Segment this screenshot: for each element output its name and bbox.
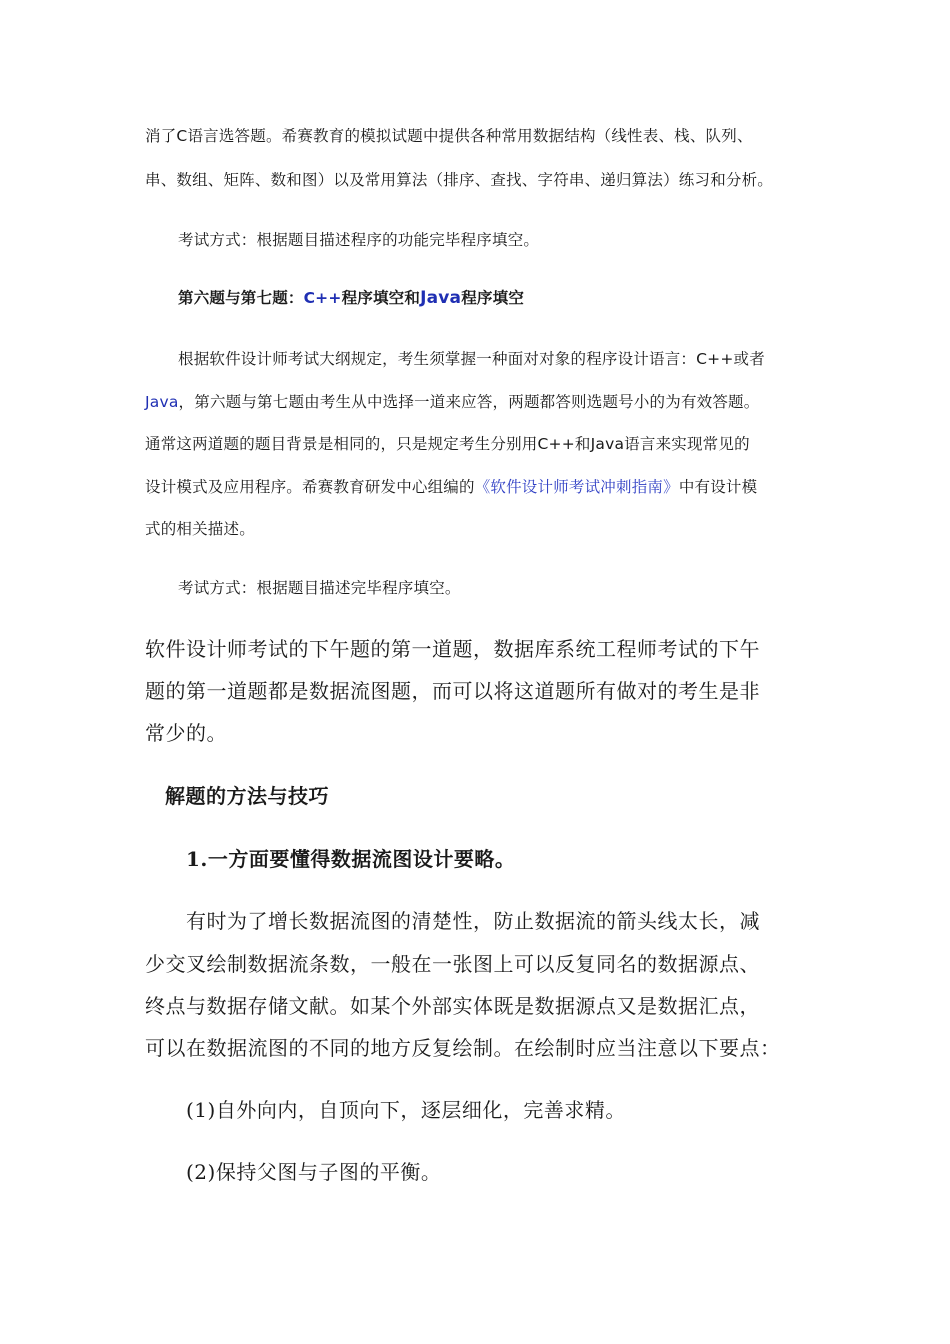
text-segment: 语言来实现常见的 — [624, 435, 750, 453]
text-segment: 程序填空 — [461, 288, 525, 307]
java-text: Java — [420, 288, 462, 308]
body-line-2: 少交叉绘制数据流条数，一般在一张图上可以反复同名的数据源点、 — [145, 952, 760, 976]
text-segment: 程序填空和 — [341, 288, 421, 307]
dataflow-intro-line-1: 软件设计师考试的下午题的第一道题，数据库系统工程师考试的下午 — [145, 637, 760, 661]
c-language-text: C — [176, 127, 188, 145]
text-segment: 和 — [574, 435, 591, 453]
text-segment: 第六题与第七题： — [178, 288, 304, 307]
java-text: Java — [590, 435, 625, 453]
text-segment: ，第六题与第七题由考生从中选择一道来应答，两题都答则选题号小的为有效答题。 — [178, 393, 760, 411]
point-1-heading: 1.一方面要懂得数据流图设计要略。 — [186, 847, 516, 871]
cpp-text: C++ — [303, 289, 342, 307]
dataflow-intro-line-3: 常少的。 — [145, 721, 227, 745]
list-item-1: (1)自外向内，自顶向下，逐层细化，完善求精。 — [186, 1098, 626, 1122]
section-6-7-line-5: 式的相关描述。 — [145, 520, 255, 538]
text-segment: 中有设计模 — [678, 478, 758, 496]
text-segment: 根据软件设计师考试大纲规定，考生须掌握一种面对对象的程序设计语言： — [178, 350, 697, 368]
text-segment: 或者 — [733, 350, 765, 368]
guide-book-link[interactable]: 《软件设计师考试冲刺指南》 — [474, 478, 679, 496]
exam-method-2: 考试方式：根据题目描述完毕程序填空。 — [178, 579, 461, 597]
body-line-3: 终点与数据存储文献。如某个外部实体既是数据源点又是数据汇点， — [145, 994, 760, 1018]
exam-method-1: 考试方式：根据题目描述程序的功能完毕程序填空。 — [178, 231, 540, 249]
section-6-7-heading — [178, 286, 524, 308]
section-6-7-line-2 — [145, 390, 759, 412]
section-6-7-line-3 — [145, 432, 750, 454]
body-line-1: 有时为了增长数据流图的清楚性，防止数据流的箭头线太长，减 — [186, 909, 760, 933]
section-6-7-line-4 — [145, 475, 757, 497]
tips-heading: 解题的方法与技巧 — [165, 784, 329, 808]
body-line-4: 可以在数据流图的不同的地方反复绘制。在绘制时应当注意以下要点： — [145, 1036, 781, 1060]
cpp-text: C++ — [696, 350, 734, 368]
section-6-7-line-1 — [178, 347, 765, 369]
intro-line-1 — [145, 124, 753, 146]
list-item-2: (2)保持父图与子图的平衡。 — [186, 1160, 442, 1184]
text-segment: 消了 — [145, 127, 177, 145]
dataflow-intro-line-2: 题的第一道题都是数据流图题，而可以将这道题所有做对的考生是非 — [145, 679, 760, 703]
text-segment: 设计模式及应用程序。希赛教育研发中心组编的 — [145, 478, 475, 496]
java-text: Java — [145, 393, 179, 411]
text-segment: 通常这两道题的题目背景是相同的，只是规定考生分别用 — [145, 435, 538, 453]
text-segment: 语言选答题。希赛教育的模拟试题中提供各种常用数据结构（线性表、栈、队列、 — [187, 127, 753, 145]
intro-line-2: 串、数组、矩阵、数和图）以及常用算法（排序、查找、字符串、递归算法）练习和分析。 — [145, 171, 774, 189]
cpp-text: C++ — [537, 435, 575, 453]
